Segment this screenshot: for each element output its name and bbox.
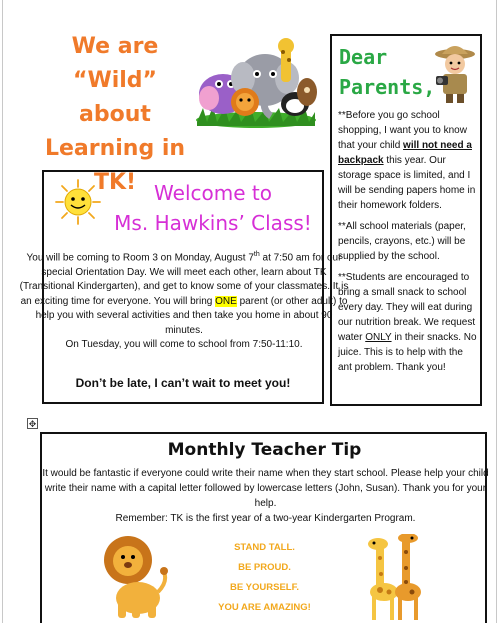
giraffes-icon <box>362 534 424 622</box>
dear-parents-title <box>339 42 436 102</box>
welcome-box <box>19 170 349 404</box>
p1-rest: this year. Our storage space is limited, and I will be sending papers home in their homework folders. <box>338 155 476 211</box>
dear-parents-paragraph-snack <box>338 270 478 375</box>
page-edge-right <box>496 0 497 623</box>
welcome-paragraph <box>16 248 352 338</box>
motto-item: YOU ARE AMAZING! <box>218 602 311 613</box>
headline-line-2: “Wild” about <box>72 68 157 127</box>
teacher-tip-box <box>40 432 487 623</box>
p3-emphasis: ONLY <box>365 332 392 343</box>
dear-parents-title-line-2: Parents, <box>339 75 436 99</box>
move-handle-icon[interactable]: ✥ <box>28 419 37 429</box>
safari-explorer-icon <box>432 42 478 104</box>
dear-parents-title-line-1: Dear <box>339 45 388 69</box>
headline-line-3: Learning in <box>44 136 186 161</box>
teacher-tip-title: Monthly Teacher Tip <box>167 440 362 460</box>
motto-list <box>192 538 337 618</box>
teacher-tip-body <box>38 466 493 526</box>
dear-parents-paragraph-materials: **All school materials (paper, pencils, crayons, etc.) will be supplied by the school. <box>338 221 466 262</box>
headline-line-1: We are <box>71 34 159 59</box>
welcome-title <box>106 178 320 238</box>
welcome-body <box>16 248 352 353</box>
welcome-body-part-3: parent (or other adult) to help you with several activities and then take you home in about 90 minutes. <box>35 295 348 336</box>
teacher-tip-text: It would be fantastic if everyone could write their name when they start school. Please help your child write their name with a capital letter followed by lowercase letters (John, Susan). Thank you for your help. <box>42 468 489 509</box>
p1-emphasis: will not need a backpack <box>338 140 472 166</box>
welcome-body-part-2: at 7:50 am for our special Orientation Day. We will meet each other, learn about TK (Transitional Kindergarten), and get to know some of your classmates. It is an exciting time for everyone. You will bring <box>19 252 349 307</box>
welcome-body-highlight: ONE <box>215 295 237 307</box>
teacher-tip-remember: Remember: TK is the first year of a two-year Kindergarten Program. <box>115 513 416 524</box>
dear-parents-text <box>338 108 478 381</box>
lion-icon <box>102 534 168 620</box>
welcome-title-line-1: Welcome to <box>154 181 272 205</box>
dear-parents-paragraph-backpack <box>338 108 478 213</box>
welcome-tuesday-line: On Tuesday, you will come to school from 7:50-11:10. <box>65 339 303 351</box>
welcome-body-superscript: th <box>253 251 260 258</box>
motto-item: BE PROUD. <box>238 562 291 573</box>
p1-intro: **Before you go school shopping, I want you to know that your child <box>338 110 467 151</box>
welcome-body-part-1: You will be coming to Room 3 on Monday, August 7 <box>26 252 254 264</box>
p3-intro: **Students are encouraged to bring a small snack to school every day. They will eat during our nutrition break. We request water <box>338 272 476 343</box>
motto-item: BE YOURSELF. <box>230 582 299 593</box>
jungle-animals-icon <box>195 38 317 128</box>
page-edge-left <box>2 0 3 623</box>
motto-item: STAND TALL. <box>234 542 295 553</box>
headline-line-4: TK! <box>93 170 137 195</box>
smiling-sun-icon <box>54 178 102 226</box>
welcome-title-line-2: Ms. Hawkins’ Class! <box>114 211 312 235</box>
dear-parents-box <box>330 34 482 406</box>
p3-rest: in their snacks. No juice. This is to help with the ant problem. Thank you! <box>338 332 477 373</box>
welcome-closing: Don’t be late, I can’t wait to meet you! <box>75 376 291 390</box>
